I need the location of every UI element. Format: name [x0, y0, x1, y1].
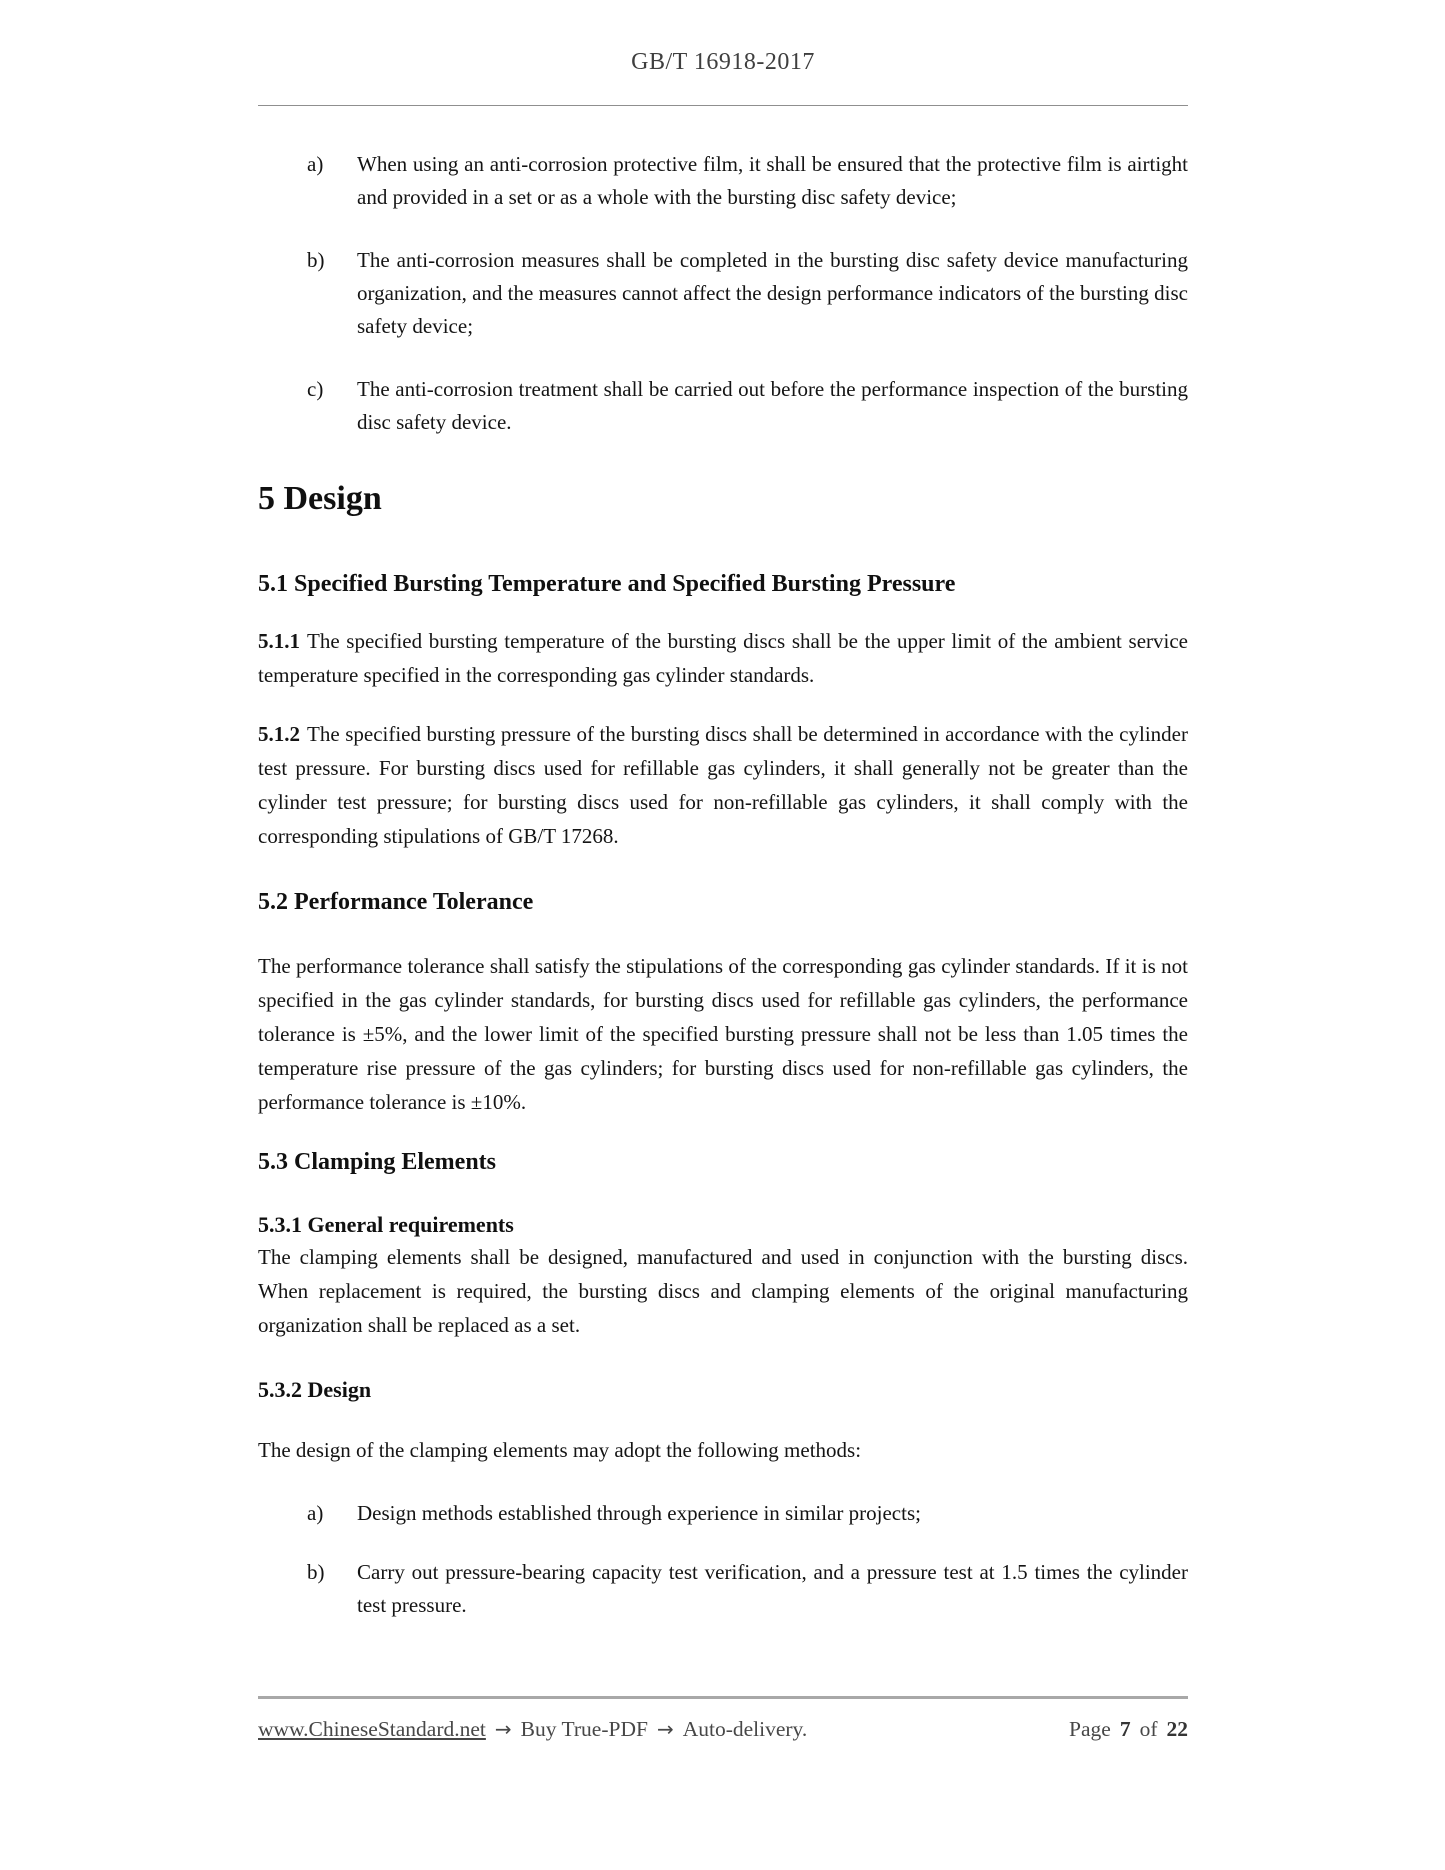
- paragraph-number: 5.1.2: [258, 722, 300, 746]
- standard-number: GB/T 16918-2017: [631, 49, 815, 75]
- list-item: [258, 244, 1188, 343]
- list-item-text: When using an anti-corrosion protective film, it shall be ensured that the protective film is airtight and provided in a set or as a whole with the bursting disc safety device;: [357, 152, 1188, 209]
- design-methods-list: [258, 1497, 1188, 1622]
- list-marker: b): [307, 248, 325, 272]
- page-label: Page: [1069, 1717, 1111, 1741]
- of-label: of: [1139, 1717, 1158, 1741]
- list-item-text: Design methods established through experience in similar projects;: [357, 1501, 921, 1525]
- page-header: [258, 46, 1188, 106]
- section-heading-5-1: 5.1 Specified Bursting Temperature and Specified Bursting Pressure: [258, 571, 956, 597]
- list-marker: c): [307, 377, 324, 401]
- list-item: [258, 1556, 1188, 1622]
- footer-divider: [258, 1696, 1188, 1699]
- page-footer: [258, 1696, 1188, 1745]
- header-divider: [258, 105, 1188, 106]
- footer-left: [258, 1713, 807, 1745]
- buy-pdf-text: Buy True-PDF: [520, 1717, 648, 1741]
- intro-list: [258, 148, 1188, 439]
- chapter-heading: 5 Design: [258, 480, 382, 517]
- list-item: [258, 373, 1188, 439]
- paragraph-5-2: The performance tolerance shall satisfy the stipulations of the corresponding gas cylinder standards. If it is not specified in the gas cylinder standards, for bursting discs used for refillable gas cylinders, the performance tolerance is ±5%, and the lower limit of the specified bursting pressure shall not be less than 1.05 times the temperature rise pressure of the gas cylinders; for bursting discs used for non-refillable gas cylinders, the performance tolerance is ±10%.: [258, 954, 1188, 1114]
- page-number: 7: [1119, 1717, 1131, 1741]
- list-marker: a): [307, 1501, 324, 1525]
- paragraph-text: The specified bursting temperature of the bursting discs shall be the upper limit of the ambient service temperature specified in the corresponding gas cylinder standards.: [258, 629, 1188, 687]
- list-item: [258, 1497, 1188, 1530]
- paragraph-number: 5.1.1: [258, 629, 300, 653]
- list-item-text: Carry out pressure-bearing capacity test verification, and a pressure test at 1.5 times the cylinder test pressure.: [357, 1560, 1188, 1617]
- arrow-right-icon: →: [494, 1717, 512, 1741]
- list-item-text: The anti-corrosion treatment shall be carried out before the performance inspection of the bursting disc safety device.: [357, 377, 1188, 434]
- paragraph-5-3-1: The clamping elements shall be designed, manufactured and used in conjunction with the bursting discs. When replacement is required, the bursting discs and clamping elements of the original manufacturing organization shall be replaced as a set.: [258, 1245, 1188, 1337]
- list-marker: a): [307, 152, 324, 176]
- paragraph-5-1-1: [258, 624, 1188, 692]
- paragraph-5-1-2: [258, 717, 1188, 853]
- section-heading-5-3: 5.3 Clamping Elements: [258, 1149, 497, 1175]
- list-item-text: The anti-corrosion measures shall be completed in the bursting disc safety device manufacturing organization, and the measures cannot affect the design performance indicators of the bursting disc safety device;: [357, 248, 1188, 338]
- list-item: [258, 148, 1188, 214]
- delivery-text: Auto-delivery.: [682, 1717, 808, 1741]
- paragraph-text: The specified bursting pressure of the bursting discs shall be determined in accordance with the cylinder test pressure. For bursting discs used for refillable gas cylinders, it shall generally not be greater than the cylinder test pressure; for bursting discs used for non-refillable gas cylinders, it shall comply with the corresponding stipulations of GB/T 17268.: [258, 722, 1188, 848]
- paragraph-5-3-2: The design of the clamping elements may adopt the following methods:: [258, 1438, 862, 1462]
- subsection-heading-5-3-2: 5.3.2 Design: [258, 1377, 372, 1402]
- website-link[interactable]: www.ChineseStandard.net: [258, 1717, 486, 1741]
- total-pages: 22: [1166, 1717, 1188, 1741]
- subsection-heading-5-3-1: 5.3.1 General requirements: [258, 1212, 514, 1237]
- list-marker: b): [307, 1560, 325, 1584]
- page-indicator: [1069, 1713, 1188, 1745]
- section-heading-5-2: 5.2 Performance Tolerance: [258, 889, 534, 915]
- arrow-right-icon: →: [656, 1717, 674, 1741]
